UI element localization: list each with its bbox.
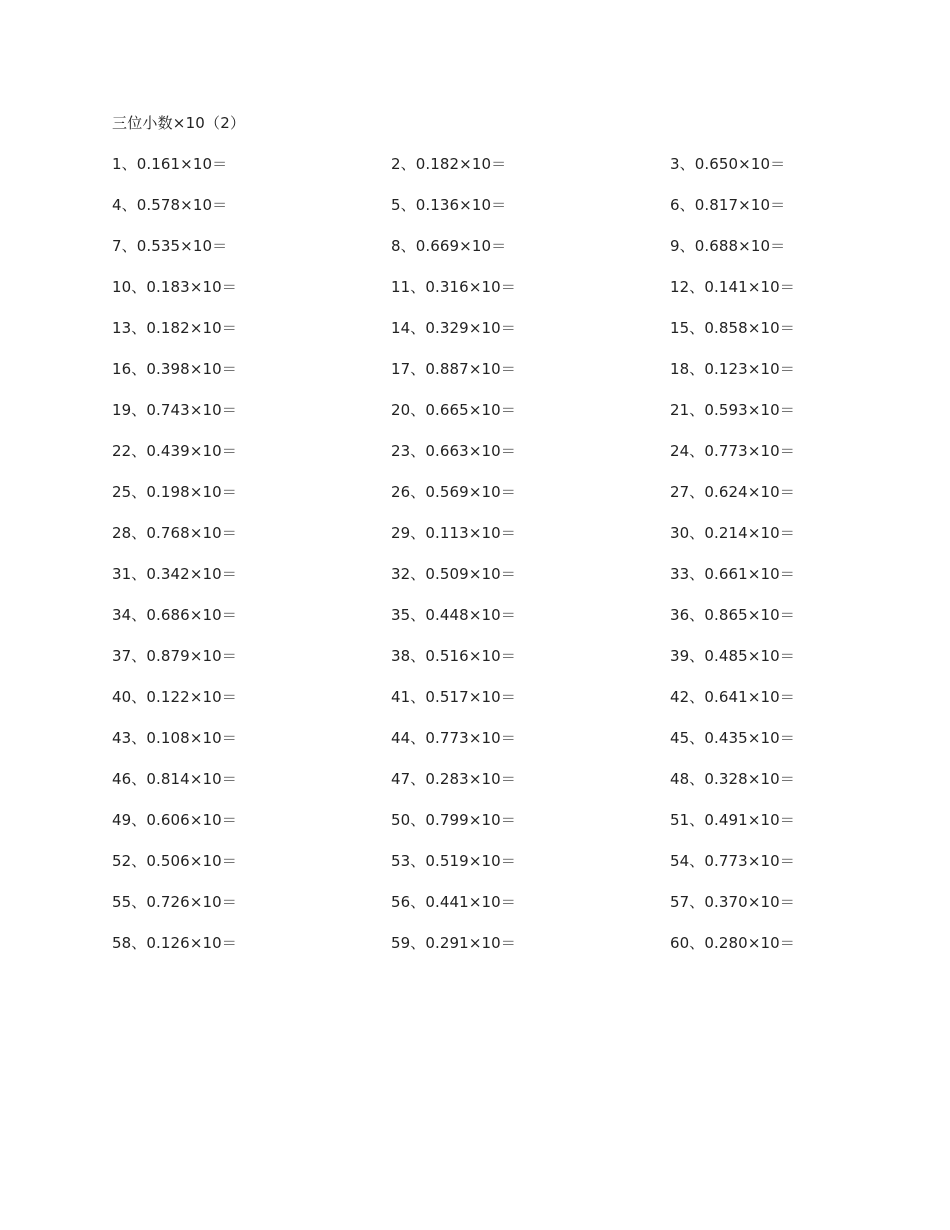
- problem-item: 8、0.669×10＝: [391, 237, 507, 255]
- problem-item: 24、0.773×10＝: [670, 442, 795, 460]
- problem-item: 55、0.726×10＝: [112, 893, 237, 911]
- problem-item: 52、0.506×10＝: [112, 852, 237, 870]
- problem-item: 37、0.879×10＝: [112, 647, 237, 665]
- problem-item: 19、0.743×10＝: [112, 401, 237, 419]
- problem-item: 34、0.686×10＝: [112, 606, 237, 624]
- problem-item: 28、0.768×10＝: [112, 524, 237, 542]
- problem-item: 17、0.887×10＝: [391, 360, 516, 378]
- problem-item: 4、0.578×10＝: [112, 196, 228, 214]
- problem-item: 21、0.593×10＝: [670, 401, 795, 419]
- problem-item: 16、0.398×10＝: [112, 360, 237, 378]
- problem-item: 36、0.865×10＝: [670, 606, 795, 624]
- problem-item: 42、0.641×10＝: [670, 688, 795, 706]
- problem-item: 9、0.688×10＝: [670, 237, 786, 255]
- problem-item: 44、0.773×10＝: [391, 729, 516, 747]
- problem-item: 1、0.161×10＝: [112, 155, 228, 173]
- problem-item: 59、0.291×10＝: [391, 934, 516, 952]
- problem-item: 58、0.126×10＝: [112, 934, 237, 952]
- problem-grid: [112, 154, 852, 974]
- problem-item: 43、0.108×10＝: [112, 729, 237, 747]
- problem-item: 10、0.183×10＝: [112, 278, 237, 296]
- problem-item: 2、0.182×10＝: [391, 155, 507, 173]
- problem-item: 54、0.773×10＝: [670, 852, 795, 870]
- problem-item: 31、0.342×10＝: [112, 565, 237, 583]
- problem-item: 38、0.516×10＝: [391, 647, 516, 665]
- problem-item: 29、0.113×10＝: [391, 524, 516, 542]
- problem-item: 49、0.606×10＝: [112, 811, 237, 829]
- problem-item: 56、0.441×10＝: [391, 893, 516, 911]
- problem-item: 5、0.136×10＝: [391, 196, 507, 214]
- problem-item: 45、0.435×10＝: [670, 729, 795, 747]
- problem-item: 41、0.517×10＝: [391, 688, 516, 706]
- problem-item: 35、0.448×10＝: [391, 606, 516, 624]
- problem-item: 47、0.283×10＝: [391, 770, 516, 788]
- problem-item: 57、0.370×10＝: [670, 893, 795, 911]
- problem-item: 51、0.491×10＝: [670, 811, 795, 829]
- problem-item: 11、0.316×10＝: [391, 278, 516, 296]
- problem-item: 3、0.650×10＝: [670, 155, 786, 173]
- problem-item: 46、0.814×10＝: [112, 770, 237, 788]
- problem-item: 25、0.198×10＝: [112, 483, 237, 501]
- problem-item: 20、0.665×10＝: [391, 401, 516, 419]
- problem-item: 26、0.569×10＝: [391, 483, 516, 501]
- problem-item: 30、0.214×10＝: [670, 524, 795, 542]
- problem-item: 33、0.661×10＝: [670, 565, 795, 583]
- problem-item: 32、0.509×10＝: [391, 565, 516, 583]
- problem-item: 13、0.182×10＝: [112, 319, 237, 337]
- worksheet-title: 三位小数×10（2）: [112, 114, 246, 132]
- problem-item: 40、0.122×10＝: [112, 688, 237, 706]
- problem-item: 22、0.439×10＝: [112, 442, 237, 460]
- problem-item: 50、0.799×10＝: [391, 811, 516, 829]
- problem-item: 23、0.663×10＝: [391, 442, 516, 460]
- problem-item: 15、0.858×10＝: [670, 319, 795, 337]
- problem-item: 60、0.280×10＝: [670, 934, 795, 952]
- problem-item: 27、0.624×10＝: [670, 483, 795, 501]
- problem-item: 18、0.123×10＝: [670, 360, 795, 378]
- problem-item: 7、0.535×10＝: [112, 237, 228, 255]
- problem-item: 39、0.485×10＝: [670, 647, 795, 665]
- problem-item: 6、0.817×10＝: [670, 196, 786, 214]
- problem-item: 48、0.328×10＝: [670, 770, 795, 788]
- problem-item: 53、0.519×10＝: [391, 852, 516, 870]
- problem-item: 12、0.141×10＝: [670, 278, 795, 296]
- problem-item: 14、0.329×10＝: [391, 319, 516, 337]
